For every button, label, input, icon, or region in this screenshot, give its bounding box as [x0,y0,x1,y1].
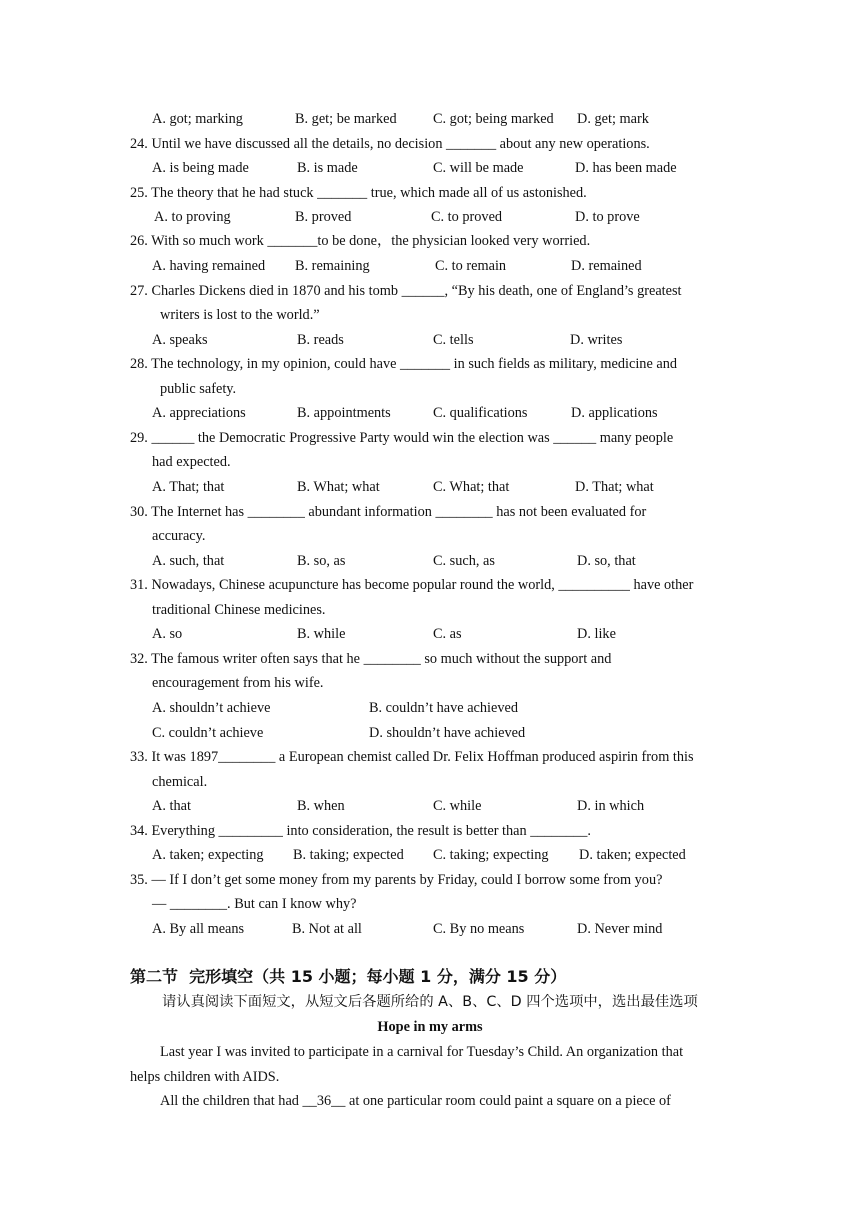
passage-title: Hope in my arms [377,1019,483,1035]
option-b: B. remaining [295,258,370,274]
question-stem: 33. It was 1897________ a European chemist called Dr. Felix Hoffman produced aspirin from this [130,749,694,765]
option-d: D. in which [577,798,645,814]
option-c: C. such, as [433,553,495,569]
question-stem: 24. Until we have discussed all the details, no decision _______ about any new operations. [130,136,650,152]
option-a: A. By all means [152,921,245,937]
option-c: C. What; that [433,479,510,495]
option-d: D. writes [570,332,623,348]
question-stem: 31. Nowadays, Chinese acupuncture has become popular round the world, __________ have other [130,577,694,593]
option-d: D. That; what [575,479,654,495]
option-a: A. having remained [152,258,266,274]
option-c: C. to remain [435,258,507,274]
question-stem-continued: accuracy. [152,528,206,544]
passage-paragraph-continued: helps children with AIDS. [130,1069,280,1085]
option-d: D. like [577,626,616,642]
option-c: C. taking; expecting [433,847,549,863]
option-a: A. shouldn’t achieve [152,700,271,716]
dialogue-response: — ________. But can I know why? [152,896,357,912]
passage-paragraph: All the children that had __36__ at one particular room could paint a square on a piece of [160,1093,671,1109]
option-b: B. Not at all [292,921,362,937]
option-b: B. when [297,798,345,814]
option-a: A. taken; expecting [152,847,264,863]
option-d: D. so, that [577,553,636,569]
option-a: A. That; that [152,479,225,495]
option-a: A. got; marking [152,111,243,127]
option-d: D. taken; expected [579,847,686,863]
question-stem-continued: public safety. [160,381,237,397]
option-b: B. is made [297,160,358,176]
question-stem-continued: chemical. [152,774,208,790]
question-stem-continued: encouragement from his wife. [152,675,324,691]
option-a: A. speaks [152,332,208,348]
question-stem-continued: traditional Chinese medicines. [152,602,326,618]
question-stem: 34. Everything _________ into consideration, the result is better than ________. [130,823,591,839]
option-b: B. reads [297,332,344,348]
question-stem: 26. With so much work _______to be done，the physician looked very worried. [130,233,591,249]
option-a: A. such, that [152,553,225,569]
option-d: D. applications [571,405,658,421]
option-a: A. to proving [154,209,231,225]
question-stem: 35. — If I don’t get some money from my parents by Friday, could I borrow some from you? [130,872,663,888]
question-stem-continued: writers is lost to the world.” [160,307,320,323]
question-stem: 28. The technology, in my opinion, could have _______ in such fields as military, medicine and [130,356,678,372]
question-stem: 30. The Internet has ________ abundant information ________ has not been evaluated for [130,504,647,520]
option-c: C. to proved [431,209,503,225]
question-stem: 25. The theory that he had stuck _______ true, which made all of us astonished. [130,185,587,201]
option-b: B. What; what [297,479,380,495]
option-c: C. couldn’t achieve [152,725,264,741]
option-c: C. while [433,798,482,814]
option-c: C. qualifications [433,405,528,421]
option-c: C. tells [433,332,474,348]
section-heading: 第二节 完形填空（共 15 小题；每小题 1 分，满分 15 分） [130,967,567,986]
option-b: B. get; be marked [295,111,397,127]
option-a: A. that [152,798,191,814]
option-b: B. taking; expected [293,847,404,863]
option-d: D. has been made [575,160,677,176]
option-c: C. as [433,626,462,642]
option-b: B. so, as [297,553,346,569]
option-d: D. to prove [575,209,640,225]
section-instruction: 请认真阅读下面短文，从短文后各题所给的 A、B、C、D 四个选项中，选出最佳选项 [162,994,698,1010]
option-b: B. appointments [297,405,391,421]
question-stem: 27. Charles Dickens died in 1870 and his tomb ______, “By his death, one of England’s greatest [130,283,682,299]
option-a: A. is being made [152,160,249,176]
option-b: B. proved [295,209,352,225]
option-d: D. remained [571,258,642,274]
option-d: D. Never mind [577,921,663,937]
option-a: A. so [152,626,183,642]
passage-paragraph: Last year I was invited to participate in a carnival for Tuesday’s Child. An organization that [160,1044,684,1060]
question-stem-continued: had expected. [152,454,231,470]
option-c: C. will be made [433,160,524,176]
option-a: A. appreciations [152,405,246,421]
option-b: B. while [297,626,346,642]
option-c: C. got; being marked [433,111,554,127]
option-d: D. shouldn’t have achieved [369,725,526,741]
option-d: D. get; mark [577,111,649,127]
question-stem: 29. ______ the Democratic Progressive Party would win the election was ______ many people [130,430,674,446]
option-c: C. By no means [433,921,525,937]
option-b: B. couldn’t have achieved [369,700,519,716]
question-stem: 32. The famous writer often says that he ________ so much without the support and [130,651,612,667]
